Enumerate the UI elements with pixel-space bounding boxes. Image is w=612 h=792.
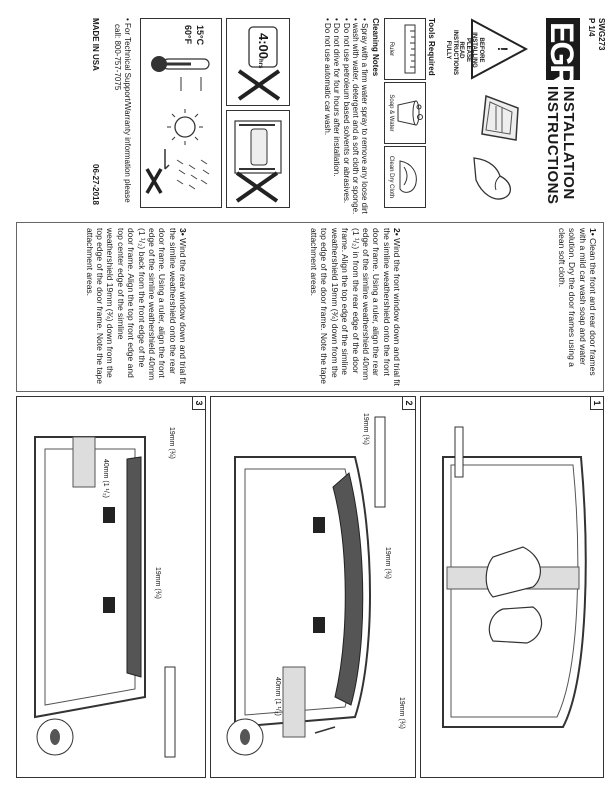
tool-ruler — [384, 18, 426, 80]
front-door-fit-diagram — [211, 397, 415, 777]
tool-label-soap: Soap & Water — [387, 94, 394, 132]
steps-column-frame — [16, 222, 604, 392]
carwash-panel — [226, 110, 290, 208]
measurement: 19mm (¾) — [362, 413, 369, 445]
clock-time: 4:00 — [256, 33, 271, 60]
panel-number: 3 — [192, 397, 205, 410]
panel-number: 2 — [402, 397, 415, 410]
tool-label-cloth: Clean Dry Cloth — [387, 155, 394, 199]
cleaning-heading: Cleaning Notes — [371, 18, 380, 77]
clock-panel — [226, 18, 290, 106]
egr-logo-mark — [544, 18, 582, 80]
warning-text: BEFORE INSTALLING PLEASE READ INSTRUCTIONS FULLY — [445, 30, 484, 75]
visor-illustration — [474, 90, 526, 148]
tool-label-ruler: Ruler — [387, 41, 394, 57]
cleaning-note: • Do not drive for four hours after installation. — [332, 18, 342, 177]
weather-temp-icon — [141, 19, 221, 207]
rear-door-fit-diagram — [17, 397, 205, 777]
tool-cloth — [384, 146, 426, 208]
temp-fahrenheit: 60°F — [183, 25, 193, 45]
cleaning-note: • Do not use automatic car wash. — [323, 18, 333, 136]
support-line2: call: 800-757-7075 — [113, 24, 122, 91]
title-line1: INSTALLATION — [560, 86, 577, 200]
tool-soap-water — [384, 82, 426, 144]
egr-logo — [542, 18, 582, 80]
page-indicator: P 1/4 — [587, 18, 596, 37]
measurement: 19mm (¾) — [154, 567, 161, 599]
soap-bucket-icon — [396, 83, 424, 143]
clock-readout — [256, 33, 271, 68]
step-number: 1• — [588, 228, 598, 236]
measurement: 19mm (¾) — [168, 427, 175, 459]
part-number: SWG273 — [597, 18, 606, 51]
door-frame-clean-diagram — [421, 397, 603, 777]
cleaning-note: • wash with water, detergent and a soft cloth or sponge. — [350, 18, 360, 215]
step-text: Wind the rear window down and trial fit the simline weathershield onto the rear door frame. Using a ruler, align the front edge of the simline weathershield 40mm (1 ¹/₂) back from the front edge of the door frame. Align the top front edge and top center edge of the simline weathershield 19mm (¾) down from the top edge of the door frame. Note the tape attachment areas. — [84, 228, 188, 385]
no-carwash-icon — [227, 111, 289, 207]
step-text: Wind the front window down and trial fit the simline weathershield onto the front door frame. Using a ruler, align the rear edge of the simline weathershield 40mm (1 ¹/₂) in from the rear edge of the door frame. Align the top edge of the simline weathershield 19mm (¾) down from the top edge of the door frame. Note the tape attachment areas. — [309, 228, 402, 386]
ruler-icon — [397, 19, 423, 79]
measurement: 19mm (¾) — [384, 547, 391, 579]
diagram-panel-3 — [16, 396, 206, 778]
measurement: 40mm (1 ¹/₂) — [274, 677, 281, 716]
cleaning-note: • Do not use petroleum based solvents or abrasives. — [341, 18, 351, 204]
hand-pointing-icon — [468, 150, 522, 206]
measurement: 40mm (1 ¹/₂) — [102, 459, 109, 498]
made-in: MADE IN USA — [91, 18, 100, 71]
svg-text:EGR: EGR — [544, 22, 580, 80]
revision-date: 06-27-2018 — [91, 164, 100, 205]
panel-number: 1 — [590, 397, 603, 410]
support-line1: • For Technical Support/Warranty information please — [123, 18, 132, 203]
tools-heading: Tools Required — [427, 18, 436, 76]
step-text: Clean the front and rear door frames with a mild car wash soap and water solution. Dry the door frames using a clean soft cloth. — [556, 228, 598, 376]
step-number: 2• — [392, 228, 402, 236]
clock-unit: hrs — [257, 59, 263, 69]
diagram-panel-2 — [210, 396, 416, 778]
visor-product-icon — [474, 90, 526, 148]
step-number: 3• — [178, 228, 188, 236]
svg-text:!: ! — [495, 46, 511, 52]
diagram-panel-1 — [420, 396, 604, 778]
cleaning-notes — [323, 18, 369, 218]
hand-illustration — [468, 150, 522, 206]
cloth-hand-icon — [396, 147, 424, 207]
measurement: 19mm (¾) — [398, 697, 405, 729]
temp-celsius: 15°C — [195, 25, 205, 46]
cleaning-note: • Spray with a firm water spray to remove any loose dirt — [360, 18, 369, 214]
title-line2: INSTRUCTIONS — [544, 86, 561, 205]
weather-panel — [140, 18, 222, 208]
